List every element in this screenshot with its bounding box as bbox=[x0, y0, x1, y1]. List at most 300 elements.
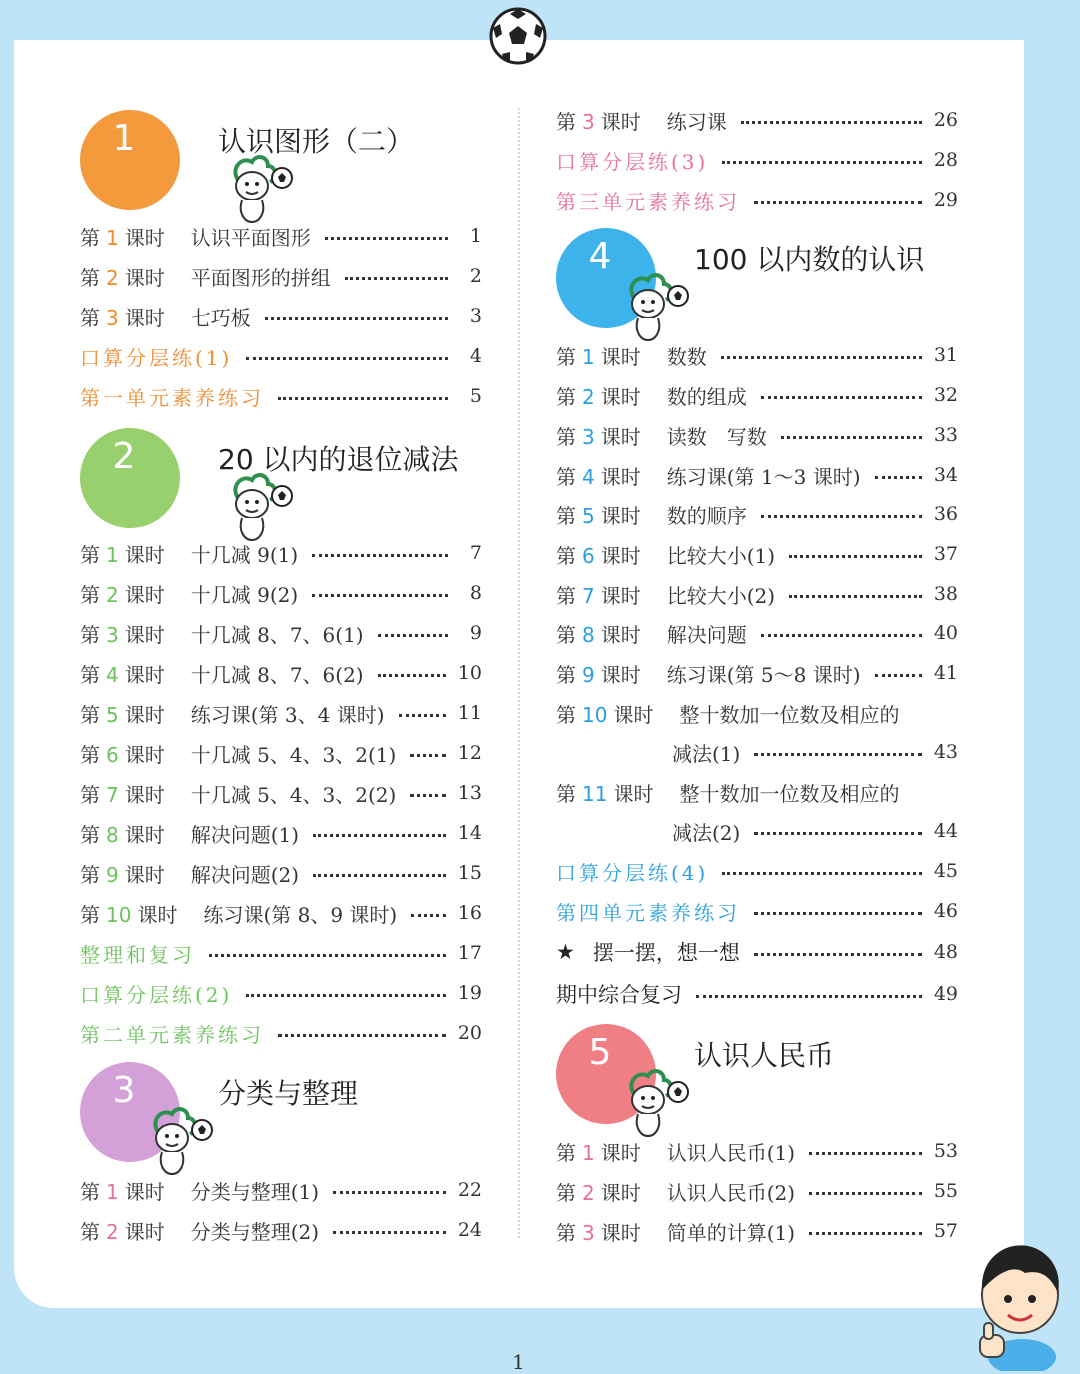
leader-dots bbox=[722, 872, 921, 875]
lesson-title: 数的组成 bbox=[666, 384, 747, 409]
page-ref: 5 bbox=[469, 385, 482, 407]
page-ref: 34 bbox=[933, 464, 958, 486]
toc-entry[interactable] bbox=[556, 186, 958, 214]
lesson-suffix: 课时 bbox=[600, 384, 641, 409]
page-ref: 20 bbox=[457, 1022, 482, 1044]
lesson-number: 1 bbox=[106, 1179, 119, 1204]
lesson-prefix: 第 bbox=[556, 702, 576, 727]
page-ref: 32 bbox=[933, 384, 958, 406]
lesson-label bbox=[80, 619, 165, 648]
toc-entry[interactable] bbox=[556, 106, 958, 134]
leader-dots bbox=[410, 754, 445, 757]
page-ref: 8 bbox=[469, 582, 482, 604]
lesson-suffix: 课时 bbox=[124, 1179, 165, 1204]
leader-dots bbox=[789, 555, 922, 558]
lesson-number: 10 bbox=[582, 702, 608, 727]
lesson-prefix: 第 bbox=[80, 782, 100, 807]
unit-number: 5 bbox=[588, 1032, 612, 1073]
lesson-number: 4 bbox=[582, 464, 595, 489]
lesson-number: 1 bbox=[106, 225, 119, 250]
toc-entry[interactable] bbox=[80, 262, 482, 290]
lesson-title: 数的顺序 bbox=[666, 503, 747, 528]
column-divider bbox=[518, 108, 520, 1238]
unit-title: 分类与整理 bbox=[218, 1077, 359, 1110]
lesson-label bbox=[80, 302, 165, 331]
lesson-label bbox=[80, 859, 165, 888]
page-ref: 2 bbox=[469, 265, 482, 287]
lesson-number: 3 bbox=[106, 305, 119, 330]
lesson-suffix: 课时 bbox=[613, 702, 654, 727]
lesson-suffix: 课时 bbox=[124, 1219, 165, 1244]
leader-dots bbox=[333, 1231, 446, 1234]
leader-dots bbox=[781, 436, 922, 439]
unit-title: 认识图形（二） bbox=[218, 125, 415, 158]
lesson-prefix: 第 bbox=[556, 464, 576, 489]
toc-entry[interactable] bbox=[556, 500, 958, 528]
leader-dots bbox=[278, 397, 448, 400]
unit-title: 认识人民币 bbox=[694, 1039, 835, 1072]
lesson-number: 11 bbox=[582, 781, 608, 806]
lesson-number: 2 bbox=[106, 265, 119, 290]
toc-entry[interactable] bbox=[80, 979, 482, 1007]
leader-dots bbox=[761, 634, 922, 637]
leader-dots bbox=[278, 1034, 446, 1037]
lesson-label bbox=[80, 819, 165, 848]
lesson-label bbox=[80, 222, 165, 251]
lesson-title: 比较大小(2) bbox=[666, 583, 776, 608]
page-ref: 1 bbox=[469, 225, 482, 247]
dinosaur-mascot-icon bbox=[220, 468, 300, 548]
lesson-label bbox=[80, 699, 165, 728]
lesson-number: 3 bbox=[106, 622, 119, 647]
leader-dots bbox=[754, 953, 922, 956]
special-section-title: 第二单元素养练习 bbox=[80, 1022, 264, 1047]
lesson-number: 6 bbox=[106, 742, 119, 767]
leader-dots bbox=[333, 1191, 446, 1194]
lesson-suffix: 课时 bbox=[600, 109, 641, 134]
lesson-prefix: 第 bbox=[80, 622, 100, 647]
lesson-number: 5 bbox=[582, 503, 595, 528]
leader-dots bbox=[378, 634, 448, 637]
star-icon: ★ bbox=[556, 940, 575, 964]
lesson-prefix: 第 bbox=[556, 1180, 576, 1205]
lesson-suffix: 课时 bbox=[600, 583, 641, 608]
lesson-title: 练习课(第 8、9 课时) bbox=[203, 902, 398, 927]
lesson-prefix: 第 bbox=[80, 265, 100, 290]
unit-number: 4 bbox=[588, 236, 612, 277]
lesson-suffix: 课时 bbox=[600, 662, 641, 687]
toc-entry[interactable] bbox=[672, 817, 958, 845]
lesson-label bbox=[80, 1216, 165, 1245]
toc-entry[interactable] bbox=[556, 778, 958, 806]
lesson-number: 3 bbox=[582, 109, 595, 134]
toc-entry[interactable] bbox=[556, 619, 958, 647]
page-number: 1 bbox=[512, 1350, 525, 1374]
lesson-prefix: 第 bbox=[556, 662, 576, 687]
lesson-number: 4 bbox=[106, 662, 119, 687]
lesson-suffix: 课时 bbox=[124, 622, 165, 647]
lesson-suffix: 课时 bbox=[124, 782, 165, 807]
unit-number: 2 bbox=[112, 436, 136, 477]
toc-entry[interactable] bbox=[556, 146, 958, 174]
toc-entry[interactable] bbox=[556, 1217, 958, 1245]
toc-entry[interactable] bbox=[80, 739, 482, 767]
lesson-prefix: 第 bbox=[556, 384, 576, 409]
lesson-number: 10 bbox=[106, 902, 132, 927]
toc-entry[interactable] bbox=[556, 421, 958, 449]
unit-title: 100 以内数的认识 bbox=[694, 243, 925, 276]
leader-dots bbox=[696, 995, 922, 998]
special-section-title: 第四单元素养练习 bbox=[556, 900, 740, 925]
unit-number: 1 bbox=[112, 118, 136, 159]
special-section-title: 口算分层练(2) bbox=[80, 982, 233, 1007]
leader-dots bbox=[345, 277, 448, 280]
lesson-title: 练习课 bbox=[666, 109, 727, 134]
soccer-ball-icon bbox=[488, 6, 548, 66]
lesson-suffix: 课时 bbox=[600, 464, 641, 489]
lesson-label bbox=[556, 1177, 641, 1206]
lesson-title: 十几减 8、7、6(2) bbox=[190, 662, 364, 687]
lesson-number: 3 bbox=[582, 424, 595, 449]
lesson-prefix: 第 bbox=[556, 424, 576, 449]
page-ref: 16 bbox=[457, 902, 482, 924]
page-ref: 46 bbox=[933, 900, 958, 922]
page-ref: 3 bbox=[469, 305, 482, 327]
lesson-title-continued: 减法(1) bbox=[672, 741, 741, 766]
lesson-title: 平面图形的拼组 bbox=[190, 265, 331, 290]
toc-entry[interactable] bbox=[556, 897, 958, 925]
toc-entry[interactable] bbox=[80, 899, 482, 927]
toc-entry[interactable] bbox=[80, 579, 482, 607]
leader-dots bbox=[809, 1192, 922, 1195]
toc-entry[interactable] bbox=[80, 659, 482, 687]
dinosaur-mascot-icon bbox=[616, 268, 696, 348]
page-ref: 28 bbox=[933, 149, 958, 171]
lesson-number: 8 bbox=[106, 822, 119, 847]
lesson-prefix: 第 bbox=[80, 662, 100, 687]
lesson-suffix: 课时 bbox=[600, 424, 641, 449]
lesson-prefix: 第 bbox=[556, 781, 576, 806]
lesson-number: 7 bbox=[582, 583, 595, 608]
section-title: 期中综合复习 bbox=[556, 983, 682, 1007]
toc-entry[interactable] bbox=[80, 382, 482, 410]
lesson-label bbox=[556, 421, 641, 450]
lesson-number: 2 bbox=[106, 582, 119, 607]
lesson-prefix: 第 bbox=[80, 862, 100, 887]
lesson-number: 2 bbox=[106, 1219, 119, 1244]
lesson-suffix: 课时 bbox=[124, 582, 165, 607]
page-ref: 38 bbox=[933, 583, 958, 605]
lesson-label bbox=[556, 659, 641, 688]
leader-dots bbox=[761, 515, 922, 518]
lesson-title: 读数 写数 bbox=[666, 424, 767, 449]
lesson-suffix: 课时 bbox=[124, 822, 165, 847]
toc-entry[interactable] bbox=[556, 980, 958, 1008]
page-ref: 10 bbox=[457, 662, 482, 684]
leader-dots bbox=[312, 554, 448, 557]
lesson-number: 2 bbox=[582, 1180, 595, 1205]
lesson-label bbox=[556, 1137, 641, 1166]
lesson-title: 认识人民币(1) bbox=[666, 1140, 796, 1165]
lesson-label bbox=[80, 659, 165, 688]
lesson-prefix: 第 bbox=[80, 742, 100, 767]
lesson-prefix: 第 bbox=[556, 503, 576, 528]
toc-entry[interactable] bbox=[80, 819, 482, 847]
toc-entry[interactable] bbox=[80, 1216, 482, 1244]
leader-dots bbox=[754, 201, 922, 204]
lesson-title-continued: 减法(2) bbox=[672, 820, 741, 845]
leader-dots bbox=[721, 356, 922, 359]
lesson-suffix: 课时 bbox=[600, 503, 641, 528]
page-ref: 48 bbox=[933, 941, 958, 963]
leader-dots bbox=[809, 1152, 922, 1155]
page-ref: 31 bbox=[933, 344, 958, 366]
page-ref: 45 bbox=[933, 860, 958, 882]
lesson-number: 1 bbox=[106, 542, 119, 567]
leader-dots bbox=[754, 912, 922, 915]
lesson-title: 认识人民币(2) bbox=[666, 1180, 796, 1205]
lesson-title: 练习课(第 1～3 课时) bbox=[666, 464, 861, 489]
page-ref: 53 bbox=[933, 1140, 958, 1162]
toc-entry[interactable] bbox=[556, 341, 958, 369]
leader-dots bbox=[761, 396, 922, 399]
leader-dots bbox=[754, 753, 921, 756]
page-ref: 29 bbox=[933, 189, 958, 211]
page-ref: 40 bbox=[933, 622, 958, 644]
toc-entry[interactable] bbox=[80, 939, 482, 967]
leader-dots bbox=[313, 834, 446, 837]
leader-dots bbox=[411, 914, 446, 917]
toc-entry[interactable] bbox=[556, 1177, 958, 1205]
lesson-title: 整十数加一位数及相应的 bbox=[679, 702, 900, 727]
leader-dots bbox=[246, 357, 448, 360]
lesson-prefix: 第 bbox=[80, 225, 100, 250]
lesson-suffix: 课时 bbox=[124, 662, 165, 687]
page-ref: 26 bbox=[933, 109, 958, 131]
special-section-title: 第一单元素养练习 bbox=[80, 385, 264, 410]
lesson-title: 解决问题 bbox=[666, 622, 747, 647]
page-ref: 57 bbox=[933, 1220, 958, 1242]
lesson-title: 分类与整理(1) bbox=[190, 1179, 320, 1204]
lesson-prefix: 第 bbox=[80, 582, 100, 607]
page-ref: 9 bbox=[469, 622, 482, 644]
lesson-label bbox=[80, 262, 165, 291]
lesson-title: 解决问题(1) bbox=[190, 822, 300, 847]
page-ref: 17 bbox=[457, 942, 482, 964]
lesson-prefix: 第 bbox=[556, 109, 576, 134]
lesson-label bbox=[556, 699, 653, 728]
page-ref: 36 bbox=[933, 503, 958, 525]
leader-dots bbox=[789, 595, 922, 598]
page-ref: 55 bbox=[933, 1180, 958, 1202]
toc-entry[interactable] bbox=[672, 738, 958, 766]
toc-entry[interactable] bbox=[80, 859, 482, 887]
lesson-number: 9 bbox=[582, 662, 595, 687]
leader-dots bbox=[875, 476, 922, 479]
page-ref: 12 bbox=[457, 742, 482, 764]
leader-dots bbox=[312, 594, 448, 597]
lesson-number: 5 bbox=[106, 702, 119, 727]
lesson-label bbox=[80, 579, 165, 608]
page-ref: 22 bbox=[457, 1179, 482, 1201]
lesson-label bbox=[556, 1217, 641, 1246]
toc-entry[interactable] bbox=[80, 779, 482, 807]
leader-dots bbox=[875, 674, 922, 677]
lesson-title: 十几减 5、4、3、2(2) bbox=[190, 782, 397, 807]
lesson-suffix: 课时 bbox=[124, 542, 165, 567]
toc-entry[interactable] bbox=[80, 1019, 482, 1047]
lesson-title: 比较大小(1) bbox=[666, 543, 776, 568]
lesson-number: 9 bbox=[106, 862, 119, 887]
lesson-prefix: 第 bbox=[80, 1219, 100, 1244]
dinosaur-mascot-icon bbox=[140, 1102, 220, 1182]
lesson-number: 8 bbox=[582, 622, 595, 647]
page-ref: 14 bbox=[457, 822, 482, 844]
lesson-number: 7 bbox=[106, 782, 119, 807]
leader-dots bbox=[246, 994, 445, 997]
lesson-suffix: 课时 bbox=[124, 305, 165, 330]
unit-number: 3 bbox=[112, 1070, 136, 1111]
lesson-label bbox=[556, 106, 641, 135]
lesson-title: 十几减 8、7、6(1) bbox=[190, 622, 364, 647]
lesson-suffix: 课时 bbox=[124, 265, 165, 290]
leader-dots bbox=[265, 317, 448, 320]
special-section-title: 口算分层练(4) bbox=[556, 860, 709, 885]
lesson-suffix: 课时 bbox=[124, 702, 165, 727]
toc-entry[interactable] bbox=[556, 580, 958, 608]
lesson-title: 练习课(第 3、4 课时) bbox=[190, 702, 385, 727]
toc-entry[interactable] bbox=[80, 1176, 482, 1204]
lesson-label bbox=[556, 580, 641, 609]
lesson-title: 解决问题(2) bbox=[190, 862, 300, 887]
leader-dots bbox=[313, 874, 446, 877]
lesson-prefix: 第 bbox=[80, 305, 100, 330]
lesson-label bbox=[80, 779, 165, 808]
lesson-suffix: 课时 bbox=[600, 1180, 641, 1205]
lesson-title: 认识平面图形 bbox=[190, 225, 311, 250]
toc-entry[interactable] bbox=[556, 1137, 958, 1165]
lesson-prefix: 第 bbox=[80, 902, 100, 927]
toc-entry[interactable] bbox=[80, 222, 482, 250]
toc-entry[interactable] bbox=[556, 699, 958, 727]
lesson-prefix: 第 bbox=[556, 1140, 576, 1165]
lesson-suffix: 课时 bbox=[124, 742, 165, 767]
toc-entry[interactable] bbox=[80, 342, 482, 370]
toc-entry[interactable] bbox=[556, 659, 958, 687]
section-title: 摆一摆，想一想 bbox=[592, 941, 740, 965]
lesson-suffix: 课时 bbox=[600, 1140, 641, 1165]
lesson-label bbox=[80, 739, 165, 768]
page-ref: 15 bbox=[457, 862, 482, 884]
special-section-title: 整理和复习 bbox=[80, 942, 195, 967]
lesson-title: 整十数加一位数及相应的 bbox=[679, 781, 900, 806]
page-ref: 41 bbox=[933, 662, 958, 684]
page-ref: 49 bbox=[933, 983, 958, 1005]
lesson-title: 十几减 9(2) bbox=[190, 582, 299, 607]
lesson-suffix: 课时 bbox=[600, 1220, 641, 1245]
page-ref: 19 bbox=[457, 982, 482, 1004]
leader-dots bbox=[399, 714, 446, 717]
lesson-number: 6 bbox=[582, 543, 595, 568]
lesson-label bbox=[556, 461, 641, 490]
toc-entry[interactable] bbox=[556, 381, 958, 409]
leader-dots bbox=[741, 121, 922, 124]
lesson-prefix: 第 bbox=[80, 822, 100, 847]
leader-dots bbox=[378, 674, 446, 677]
lesson-title: 数数 bbox=[666, 344, 707, 369]
page-ref: 24 bbox=[457, 1219, 482, 1241]
toc-entry[interactable] bbox=[80, 539, 482, 567]
lesson-prefix: 第 bbox=[556, 344, 576, 369]
lesson-title: 十几减 5、4、3、2(1) bbox=[190, 742, 397, 767]
boy-thumbs-up-illustration bbox=[970, 1235, 1070, 1371]
dinosaur-mascot-icon bbox=[220, 150, 300, 230]
lesson-number: 1 bbox=[582, 344, 595, 369]
lesson-suffix: 课时 bbox=[600, 543, 641, 568]
lesson-suffix: 课时 bbox=[124, 862, 165, 887]
lesson-label bbox=[80, 539, 165, 568]
leader-dots bbox=[809, 1232, 922, 1235]
toc-entry[interactable] bbox=[80, 699, 482, 727]
special-section-title: 口算分层练(1) bbox=[80, 345, 233, 370]
page-ref: 33 bbox=[933, 424, 958, 446]
lesson-prefix: 第 bbox=[80, 702, 100, 727]
lesson-label bbox=[80, 899, 177, 928]
lesson-number: 3 bbox=[582, 1220, 595, 1245]
lesson-prefix: 第 bbox=[80, 542, 100, 567]
lesson-prefix: 第 bbox=[80, 1179, 100, 1204]
dinosaur-mascot-icon bbox=[616, 1064, 696, 1144]
toc-entry[interactable] bbox=[556, 857, 958, 885]
toc-entry[interactable] bbox=[80, 302, 482, 330]
page-ref: 7 bbox=[469, 542, 482, 564]
page-ref: 43 bbox=[933, 741, 958, 763]
leader-dots bbox=[722, 161, 921, 164]
lesson-label bbox=[556, 540, 641, 569]
lesson-number: 2 bbox=[582, 384, 595, 409]
page-ref: 13 bbox=[457, 782, 482, 804]
lesson-title: 分类与整理(2) bbox=[190, 1219, 320, 1244]
lesson-prefix: 第 bbox=[556, 622, 576, 647]
page-ref: 37 bbox=[933, 543, 958, 565]
toc-entry[interactable] bbox=[556, 540, 958, 568]
lesson-label bbox=[556, 619, 641, 648]
lesson-prefix: 第 bbox=[556, 543, 576, 568]
toc-entry[interactable] bbox=[556, 938, 958, 966]
special-section-title: 口算分层练(3) bbox=[556, 149, 709, 174]
lesson-suffix: 课时 bbox=[137, 902, 178, 927]
unit-title: 20 以内的退位减法 bbox=[218, 443, 459, 476]
lesson-title: 十几减 9(1) bbox=[190, 542, 299, 567]
leader-dots bbox=[325, 237, 448, 240]
lesson-title: 七巧板 bbox=[190, 305, 251, 330]
lesson-suffix: 课时 bbox=[613, 781, 654, 806]
lesson-label bbox=[556, 341, 641, 370]
page-ref: 44 bbox=[933, 820, 958, 842]
toc-entry[interactable] bbox=[80, 619, 482, 647]
lesson-suffix: 课时 bbox=[124, 225, 165, 250]
special-section-title: 第三单元素养练习 bbox=[556, 189, 740, 214]
lesson-suffix: 课时 bbox=[600, 344, 641, 369]
lesson-title: 练习课(第 5～8 课时) bbox=[666, 662, 861, 687]
lesson-prefix: 第 bbox=[556, 583, 576, 608]
leader-dots bbox=[209, 954, 446, 957]
lesson-label bbox=[556, 381, 641, 410]
toc-entry[interactable] bbox=[556, 461, 958, 489]
lesson-title: 简单的计算(1) bbox=[666, 1220, 796, 1245]
lesson-prefix: 第 bbox=[556, 1220, 576, 1245]
page-ref: 11 bbox=[457, 702, 482, 724]
